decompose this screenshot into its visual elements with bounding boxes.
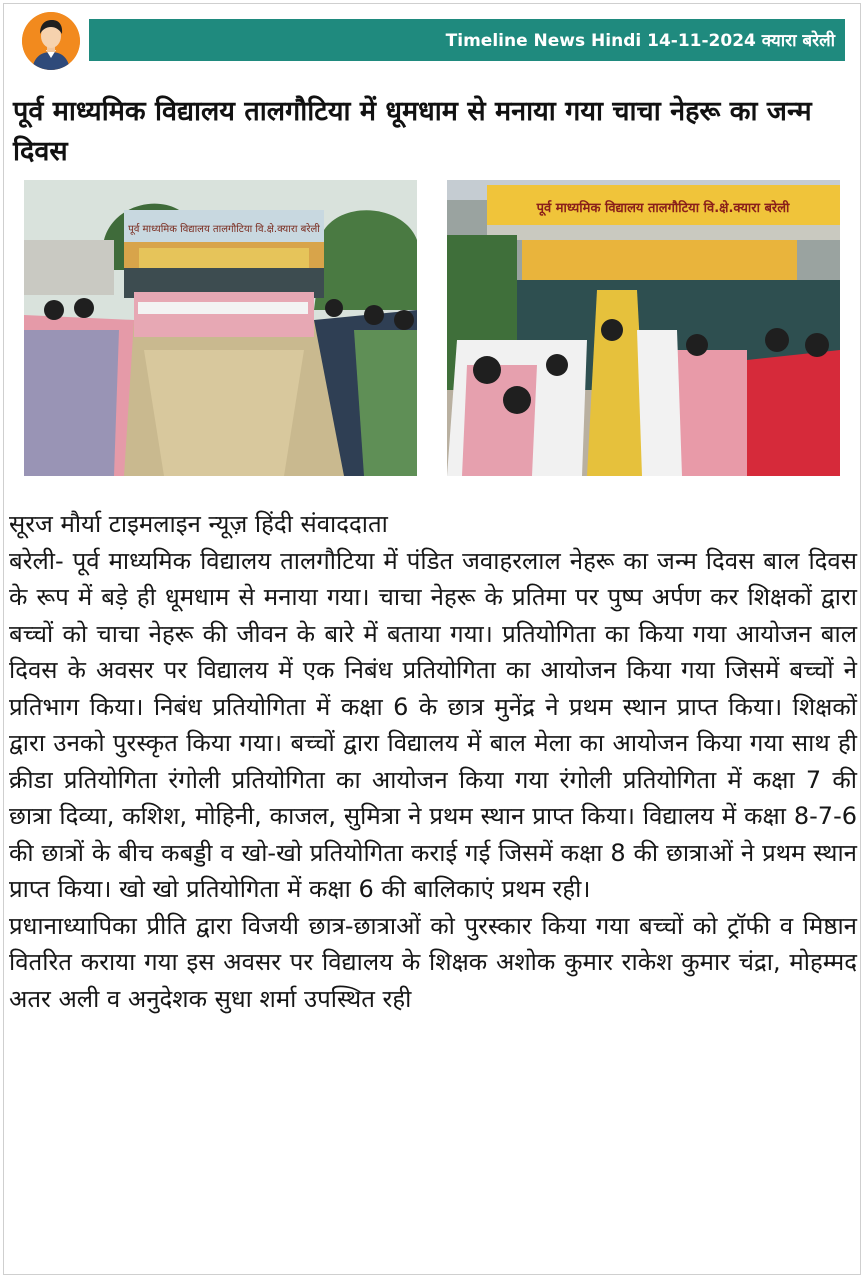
article-byline: सूरज मौर्या टाइमलाइन न्यूज़ हिंदी संवाददाता [9,510,388,538]
photo-school-gathering [24,180,417,476]
article-headline: पूर्व माध्यमिक विद्यालय तालगौटिया में धूमधाम से मनाया गया चाचा नेहरू का जन्म दिवस [13,96,812,167]
article-paragraph-1: बरेली- पूर्व माध्यमिक विद्यालय तालगौटिया में पंडित जवाहरलाल नेहरू का जन्म दिवस बाल दिवस के रूप में बड़े ही धूमधाम से मनाया गया। चाचा नेहरू के प्रतिमा पर पुष्प अर्पण कर शिक्षकों द्वारा बच्चों को चाचा नेहरू की जीवन के बारे में बताया गया। प्रतियोगिता का किया गया आयोजन बाल दिवस के अवसर पर विद्यालय में एक निबंध प्रतियोगिता का आयोजन किया गया जिसमें बच्चों ने प्रतिभाग किया। निबंध प्रतियोगिता में कक्षा 6 के छात्र मुनेंद्र ने प्रथम स्थान प्राप्त किया। शिक्षकों द्वारा उनको पुरस्कृत किया गया। बच्चों द्वारा विद्यालय में बाल मेला का आयोजन किया गया साथ ही क्रीडा प्रतियोगिता रंगोली प्रतियोगिता का आयोजन किया गया रंगोली प्रतियोगिता में कक्षा 7 की छात्रा दिव्या, कशिश, मोहिनी, काजल, सुमित्रा ने प्रथम स्थान प्राप्त किया। विद्यालय में कक्षा 8-7-6 की छात्रों के बीच कबड्डी व खो-खो प्रतियोगिता कराई गई जिसमें कक्षा 8 की छात्राओं ने प्रथम स्थान प्राप्त किया। खो खो प्रतियोगिता में कक्षा 6 की बालिकाएं प्रथम रही। [9,546,857,903]
article-body [9,506,857,1017]
user-avatar-icon [22,12,80,70]
school-sign-text: पूर्व माध्यमिक विद्यालय तालगौटिया वि.क्षे.क्यारा बरेली [128,224,320,235]
banner-text: Timeline News Hindi 14-11-2024 क्यारा बरेली [445,31,835,51]
news-banner [89,19,845,61]
school-sign-text: पूर्व माध्यमिक विद्यालय तालगौटिया वि.क्षे.क्यारा बरेली [536,201,790,216]
photo-students-celebration [447,180,840,476]
article-paragraph-2: प्रधानाध्यापिका प्रीति द्वारा विजयी छात्र-छात्राओं को पुरस्कार किया गया बच्चों को ट्रॉफी व मिष्ठान वितरित कराया गया इस अवसर पर विद्यालय के शिक्षक अशोक कुमार राकेश कुमार चंद्रा, मोहम्मद अतर अली व अनुदेशक सुधा शर्मा उपस्थित रही [9,911,857,1013]
